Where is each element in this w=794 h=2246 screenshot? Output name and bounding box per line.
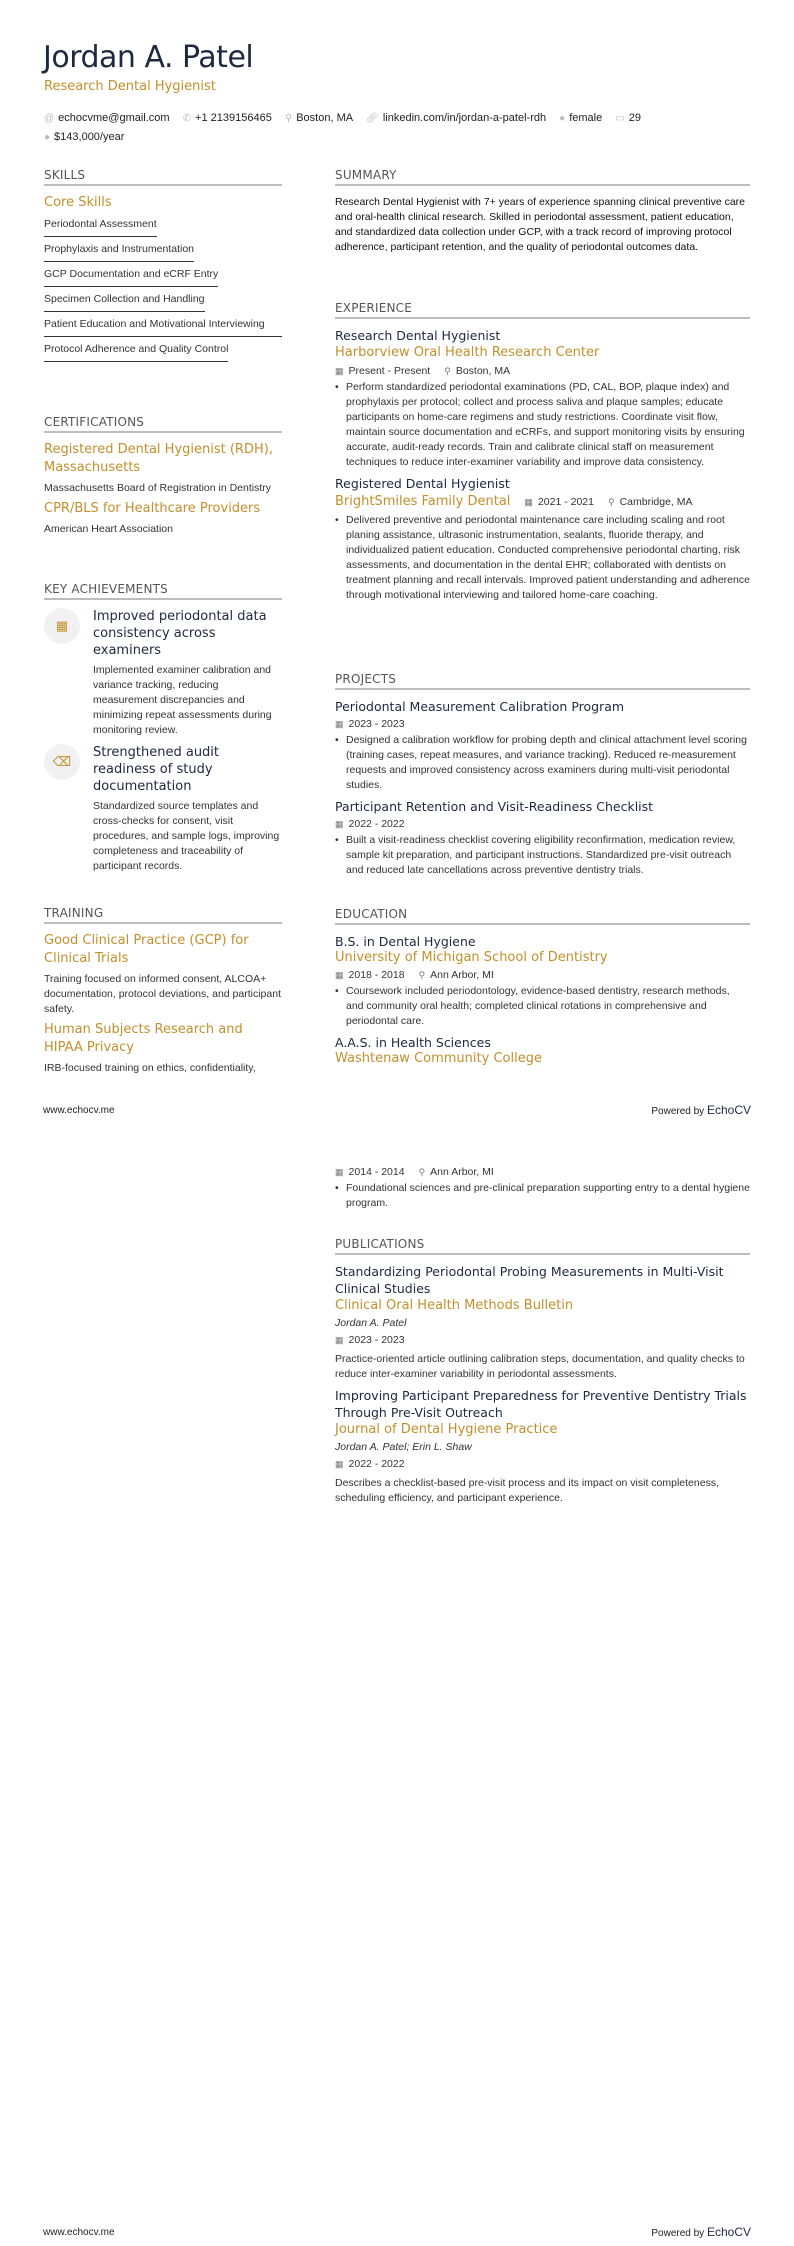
section-heading: CERTIFICATIONS [44,415,282,433]
publications-section [335,1237,750,1506]
experience-item [335,475,750,603]
degree: A.A.S. in Health Sciences [335,1035,491,1050]
job-dates: 2021 - 2021 [537,496,594,508]
achievement-title: Improved periodontal data consistency across examiners [93,609,267,658]
candidate-name: Jordan A. Patel [43,40,254,75]
contact-list [44,109,744,147]
location-icon: ⚲ [284,113,293,124]
job-title: Research Dental Hygienist [335,328,501,343]
education-section [335,907,750,1067]
skill-item: Patient Education and Motivational Interviewing [44,314,282,337]
calendar-icon: ▦ [335,1459,344,1469]
calendar-icon: ▭ [615,113,625,124]
section-heading: EXPERIENCE [335,301,750,319]
link-icon: 🔗︎ [366,113,379,124]
contact-text: 29 [628,112,641,124]
candidate-role: Research Dental Hygienist [44,79,216,94]
experience-item [335,327,750,470]
publication-desc: Practice-oriented article outlining calibration steps, documentation, and quality checks to reduce inter-examiner variability in periodontal assessments. [335,1353,745,1380]
contact-location [285,109,353,128]
edu-dates: 2018 - 2018 [348,969,405,981]
location-icon: ⚲ [444,366,451,376]
contact-text: echocvme@gmail.com [58,112,170,124]
achievement-title: Strengthened audit readiness of study documentation [93,745,220,794]
contact-linkedin[interactable] [366,109,546,128]
publication-journal: Clinical Oral Health Methods Bulletin [335,1298,574,1313]
project-title: Periodontal Measurement Calibration Program [335,699,625,714]
section-heading: KEY ACHIEVEMENTS [44,582,282,600]
project-title: Participant Retention and Visit-Readiness Checklist [335,799,654,814]
skill-item: Protocol Adherence and Quality Control [44,339,228,362]
section-heading: SKILLS [44,168,282,186]
publication-desc: Describes a checklist-based pre-visit process and its impact on visit completeness, scheduling efficiency, and participant experience. [335,1477,719,1504]
experience-section [335,301,750,603]
training-name: Human Subjects Research and HIPAA Privacy [44,1022,243,1055]
education-continued [335,1163,750,1211]
calendar-icon: ▦ [335,1167,344,1177]
skill-item: Specimen Collection and Handling [44,289,205,312]
school-name: University of Michigan School of Dentistry [335,950,608,965]
skills-section [44,168,282,364]
achievement-desc: Standardized source templates and cross-checks for consent, visit procedures, and sample logs, improving completeness and traceability of participant records. [93,800,280,872]
job-bullet: • Delivered preventive and periodontal maintenance care including scaling and root planing assistance, ultrasonic instrumentation, sealants, fluoride therapy, and individualized patient education. Conducted comprehensive periodontal charting, risk assessments, and documentation in the dental EHR; collaborated with dentists on treatment planning and recall intervals. Improved patient understanding and adherence through motivational interviewing and tailored home-care coaching. [335,513,750,603]
project-bullet: • Designed a calibration workflow for probing depth and clinical attachment level scoring (training cases, repeat measures, and variance tracking). Reduced re-measurement requests and improved consistency across examiners during multi-visit periodontal studies. [335,733,750,793]
certifications-section [44,415,282,537]
edu-dates: 2014 - 2014 [348,1166,405,1178]
contact-text: female [569,112,603,124]
edu-location: Ann Arbor, MI [430,969,494,981]
footer-site-link[interactable]: www.echocv.me [43,1105,115,1116]
at-icon: @ [44,113,55,124]
calendar-icon: ▦ [335,366,344,376]
location-icon: ⚲ [418,970,426,980]
publication-authors: Jordan A. Patel; Erin L. Shaw [335,1441,472,1453]
summary-section [335,168,750,255]
skill-item: Periodontal Assessment [44,214,157,237]
job-bullet: • Perform standardized periodontal examinations (PD, CAL, BOP, plaque index) and prophylaxis per protocol; collect and process saliva and plaque samples; educate participants on home-care regimens and study restrictions. Coordinate visit flow, maintain source documentation and eCRFs, and support monitoring visits by ensuring accurate, audit-ready records. Train and calibrate clinical staff on measurement techniques to reduce inter-examiner variability and improve data consistency. [335,380,750,470]
contact-text: $143,000/year [54,131,125,143]
contact-age [615,109,641,128]
powered-label: Powered by [651,1106,705,1117]
edu-bullet: • Foundational sciences and pre-clinical preparation supporting entry to a dental hygiene program. [335,1181,750,1211]
brand-name: EchoCV [706,1103,751,1117]
section-heading: PUBLICATIONS [335,1237,750,1255]
brand-name: EchoCV [706,2225,751,2239]
footer-powered [651,2225,751,2239]
skill-group-title: Core Skills [44,195,112,210]
section-heading: TRAINING [44,906,282,924]
job-location: Cambridge, MA [619,496,693,508]
publication-dates: 2023 - 2023 [348,1334,405,1346]
footer-site-link[interactable]: www.echocv.me [43,2227,115,2238]
job-location: Boston, MA [455,365,511,377]
contact-text: linkedin.com/in/jordan-a-patel-rdh [382,112,547,124]
publication-journal: Journal of Dental Hygiene Practice [335,1422,558,1437]
summary-text: Research Dental Hygienist with 7+ years of experience spanning clinical preventive care and oral-health clinical research. Skilled in periodontal assessment, patient education, and standardized data collection under GCP, with a track record of improving protocol adherence, participant retention, and the quality of periodontal outcomes data. [335,196,746,253]
job-title: Registered Dental Hygienist [335,476,510,491]
company-name: BrightSmiles Family Dental [335,494,511,509]
project-bullet: • Built a visit-readiness checklist covering eligibility reconfirmation, medication review, sample kit preparation, and participant instructions. Standardized pre-visit outreach and reduced late cancellations across preventive dentistry trials. [335,833,750,878]
job-dates: Present - Present [348,365,431,377]
cert-name: CPR/BLS for Healthcare Providers [44,501,261,516]
dollar-icon: ● [44,132,51,143]
calendar-icon: ▦ [335,719,344,729]
footer-powered [651,1103,751,1117]
contact-salary [44,128,124,147]
contact-gender [559,109,602,128]
edu-bullet: • Coursework included periodontology, evidence-based dentistry, research methods, and community oral health; completed clinical rotations in comprehensive and periodontal care. [335,984,750,1029]
contact-email[interactable] [44,109,170,128]
backspace-tag-icon: ⌫ [44,744,80,780]
training-section [44,906,282,1076]
edu-location: Ann Arbor, MI [430,1166,494,1178]
calendar-icon: ▦ [524,497,533,507]
degree: B.S. in Dental Hygiene [335,934,476,949]
cert-name: Registered Dental Hygienist (RDH), Massachusetts [44,442,273,475]
company-name: Harborview Oral Health Research Center [335,345,600,360]
contact-phone[interactable] [183,109,272,128]
achievement-item [44,744,282,874]
contact-text: +1 2139156465 [195,112,272,124]
person-icon: ● [559,113,566,124]
achievement-item [44,608,282,738]
training-desc: IRB-focused training on ethics, confidentiality, [44,1062,256,1074]
school-name: Washtenaw Community College [335,1051,542,1066]
section-heading: SUMMARY [335,168,750,186]
section-heading: PROJECTS [335,672,750,690]
project-dates: 2023 - 2023 [348,718,405,730]
training-name: Good Clinical Practice (GCP) for Clinical Trials [44,933,249,966]
publication-authors: Jordan A. Patel [335,1317,407,1329]
skill-item: GCP Documentation and eCRF Entry [44,264,218,287]
skill-item: Prophylaxis and Instrumentation [44,239,194,262]
training-desc: Training focused on informed consent, ALCOA+ documentation, protocol deviations, and participant safety. [44,973,281,1015]
achievement-desc: Implemented examiner calibration and variance tracking, reducing measurement discrepancies and minimizing repeat assessments during monitoring review. [93,664,272,736]
calendar-icon: ▦ [335,970,344,980]
calendar-icon: ▦ [335,1335,344,1345]
publication-title: Improving Participant Preparedness for Preventive Dentistry Trials Through Pre-Visit Outreach [335,1388,747,1420]
section-heading: EDUCATION [335,907,750,925]
store-icon: ▦ [44,608,80,644]
phone-icon: ✆ [182,113,192,124]
projects-section [335,672,750,878]
publication-title: Standardizing Periodontal Probing Measurements in Multi-Visit Clinical Studies [335,1264,724,1296]
powered-label: Powered by [651,2228,705,2239]
calendar-icon: ▦ [335,819,344,829]
cert-issuer: American Heart Association [44,523,173,535]
contact-text: Boston, MA [296,112,354,124]
achievements-section [44,582,282,880]
publication-dates: 2022 - 2022 [348,1458,405,1470]
location-icon: ⚲ [418,1167,426,1177]
cert-issuer: Massachusetts Board of Registration in Dentistry [44,482,272,494]
project-dates: 2022 - 2022 [348,818,405,830]
location-icon: ⚲ [607,497,615,507]
